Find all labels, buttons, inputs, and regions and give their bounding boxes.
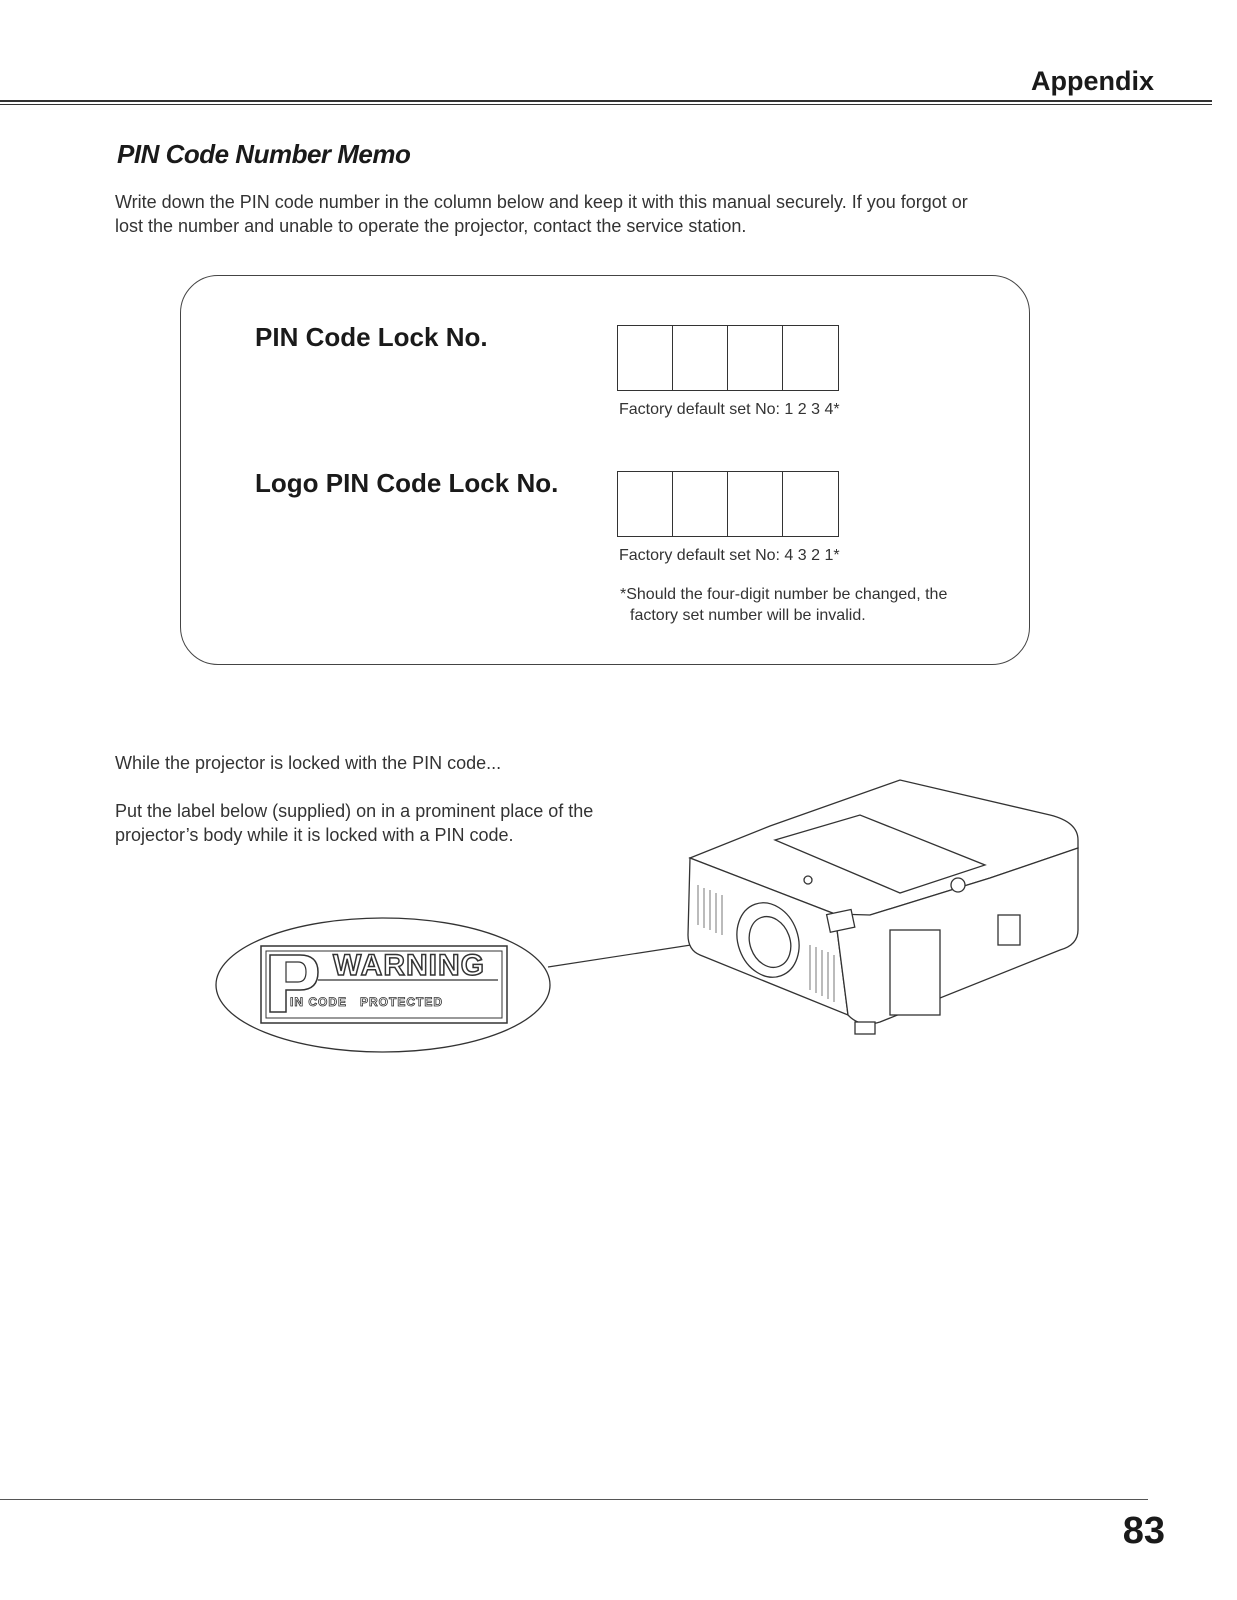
page-number: 83 (1122, 1510, 1165, 1552)
intro-line-1: Write down the PIN code number in the column below and keep it with this manual securely. If you forgot or (115, 192, 968, 212)
projector-foot (855, 1022, 875, 1034)
locked-intro: While the projector is locked with the PIN code... (115, 753, 502, 773)
projector-side-latch (998, 915, 1020, 945)
pin-default-note: Factory default set No: 1 2 3 4* (619, 401, 840, 418)
footer-rule (0, 1499, 1148, 1500)
label-instruction-line-1: Put the label below (supplied) on in a prominent place of the (115, 801, 594, 821)
projector-terminal-panel (890, 930, 940, 1015)
page-header-title: Appendix (1030, 66, 1154, 96)
footnote-line-1: *Should the four-digit number be changed, the (620, 586, 948, 603)
logo-pin-code-lock-label: Logo PIN Code Lock No. (255, 468, 559, 498)
logo-pin-default-note: Factory default set No: 4 3 2 1* (619, 547, 840, 564)
pin-code-lock-label: PIN Code Lock No. (255, 322, 488, 352)
intro-line-2: lost the number and unable to operate the projector, contact the service station. (115, 216, 747, 236)
projector-illustration (688, 780, 1078, 1034)
projector-control-button (951, 878, 965, 892)
section-title: PIN Code Number Memo (117, 139, 411, 169)
label-instruction-line-2: projector’s body while it is locked with a PIN code. (115, 825, 514, 845)
footnote-line-2: factory set number will be invalid. (630, 607, 866, 624)
projector-indicator (804, 876, 812, 884)
warning-subtext: IN CODE PROTECTED (290, 995, 444, 1009)
warning-word: WARNING (333, 949, 485, 982)
